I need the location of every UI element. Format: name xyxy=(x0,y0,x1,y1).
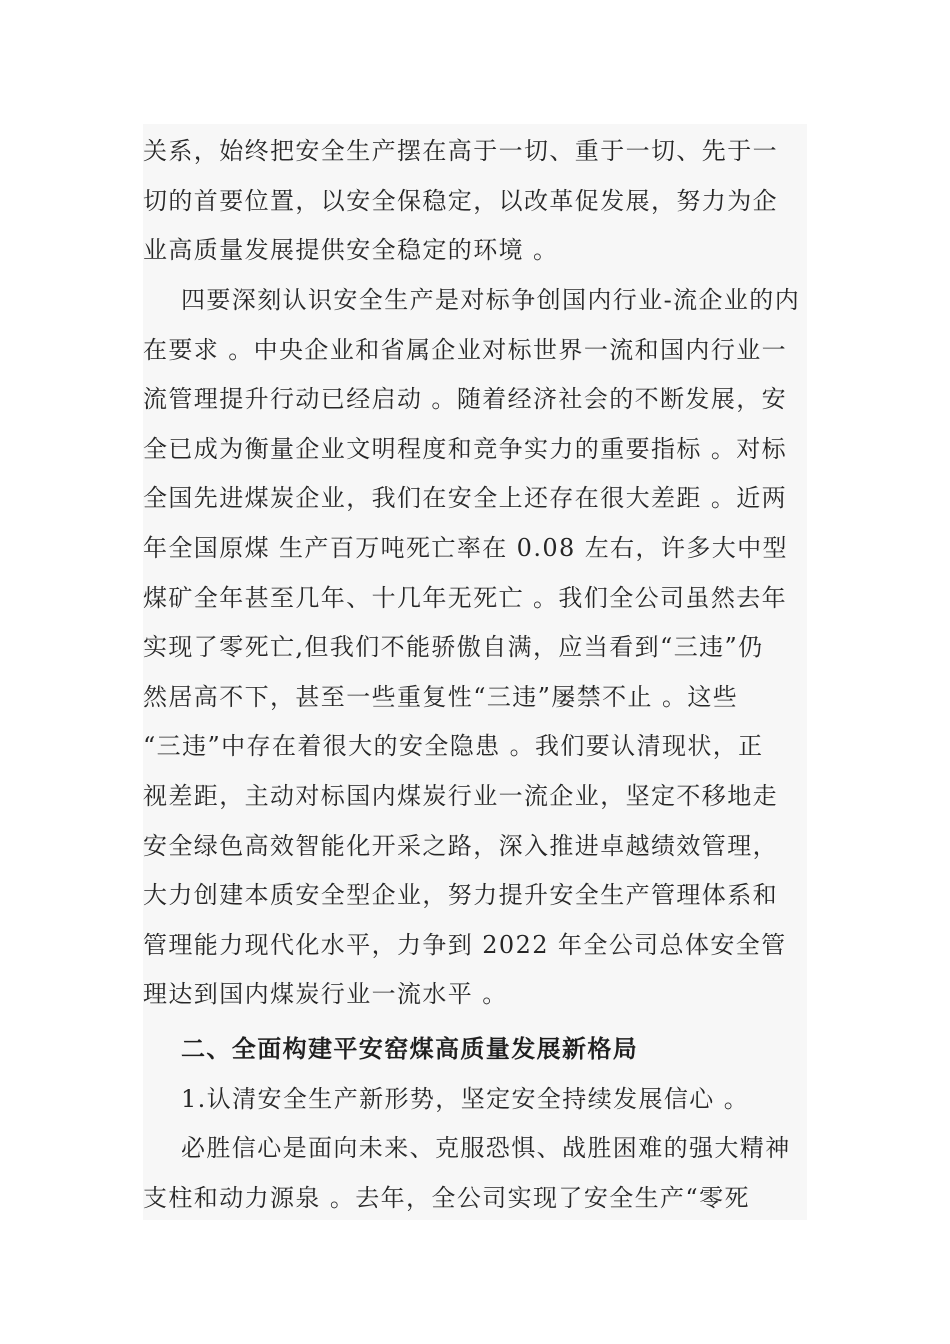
text-line: 实现了零死亡,但我们不能骄傲自满，应当看到“三违”仍 xyxy=(143,633,764,661)
text-line: 业高质量发展提供安全稳定的环境 。 xyxy=(143,236,559,264)
text-line: 关系，始终把安全生产摆在高于一切、重于一切、先于一 xyxy=(143,137,778,165)
text-line: 然居高不下，甚至一些重复性“三违”屡禁不止 。这些 xyxy=(143,683,739,711)
text-line: 年全国原煤 生产百万吨死亡率在 0.08 左右，许多大中型 xyxy=(143,534,788,562)
text-line: 全已成为衡量企业文明程度和竞争实力的重要指标 。对标 xyxy=(143,435,788,463)
text-line: 管理能力现代化水平，力争到 2022 年全公司总体安全管 xyxy=(143,931,787,959)
text-line: 流管理提升行动已经启动 。随着经济社会的不断发展，安 xyxy=(143,385,788,413)
section-heading: 二、全面构建平安窑煤高质量发展新格局 xyxy=(181,1035,639,1063)
text-line: 理达到国内煤炭行业一流水平 。 xyxy=(143,980,508,1008)
text-line: 安全绿色高效智能化开采之路，深入推进卓越绩效管理， xyxy=(143,832,778,860)
text-line: 在要求 。中央企业和省属企业对标世界一流和国内行业一 xyxy=(143,336,788,364)
text-line: “三违”中存在着很大的安全隐患 。我们要认清现状，正 xyxy=(143,732,764,760)
paragraph-first-line: 必胜信心是面向未来、克服恐惧、战胜困难的强大精神 xyxy=(181,1134,791,1162)
document-text-block xyxy=(143,124,807,1220)
text-line: 大力创建本质安全型企业，努力提升安全生产管理体系和 xyxy=(143,881,778,909)
subsection-heading: 1.认清安全生产新形势，坚定安全持续发展信心 。 xyxy=(181,1085,750,1113)
text-line: 全国先进煤炭企业，我们在安全上还存在很大差距 。近两 xyxy=(143,484,788,512)
text-line: 切的首要位置，以安全保稳定，以改革促发展，努力为企 xyxy=(143,187,778,215)
text-line: 煤矿全年甚至几年、十几年无死亡 。我们全公司虽然去年 xyxy=(143,584,788,612)
text-line: 支柱和动力源泉 。去年，全公司实现了安全生产“零死 xyxy=(143,1184,750,1212)
text-line: 视差距，主动对标国内煤炭行业一流企业，坚定不移地走 xyxy=(143,782,778,810)
paragraph-first-line: 四要深刻认识安全生产是对标争创国内行业-流企业的内 xyxy=(181,286,801,314)
